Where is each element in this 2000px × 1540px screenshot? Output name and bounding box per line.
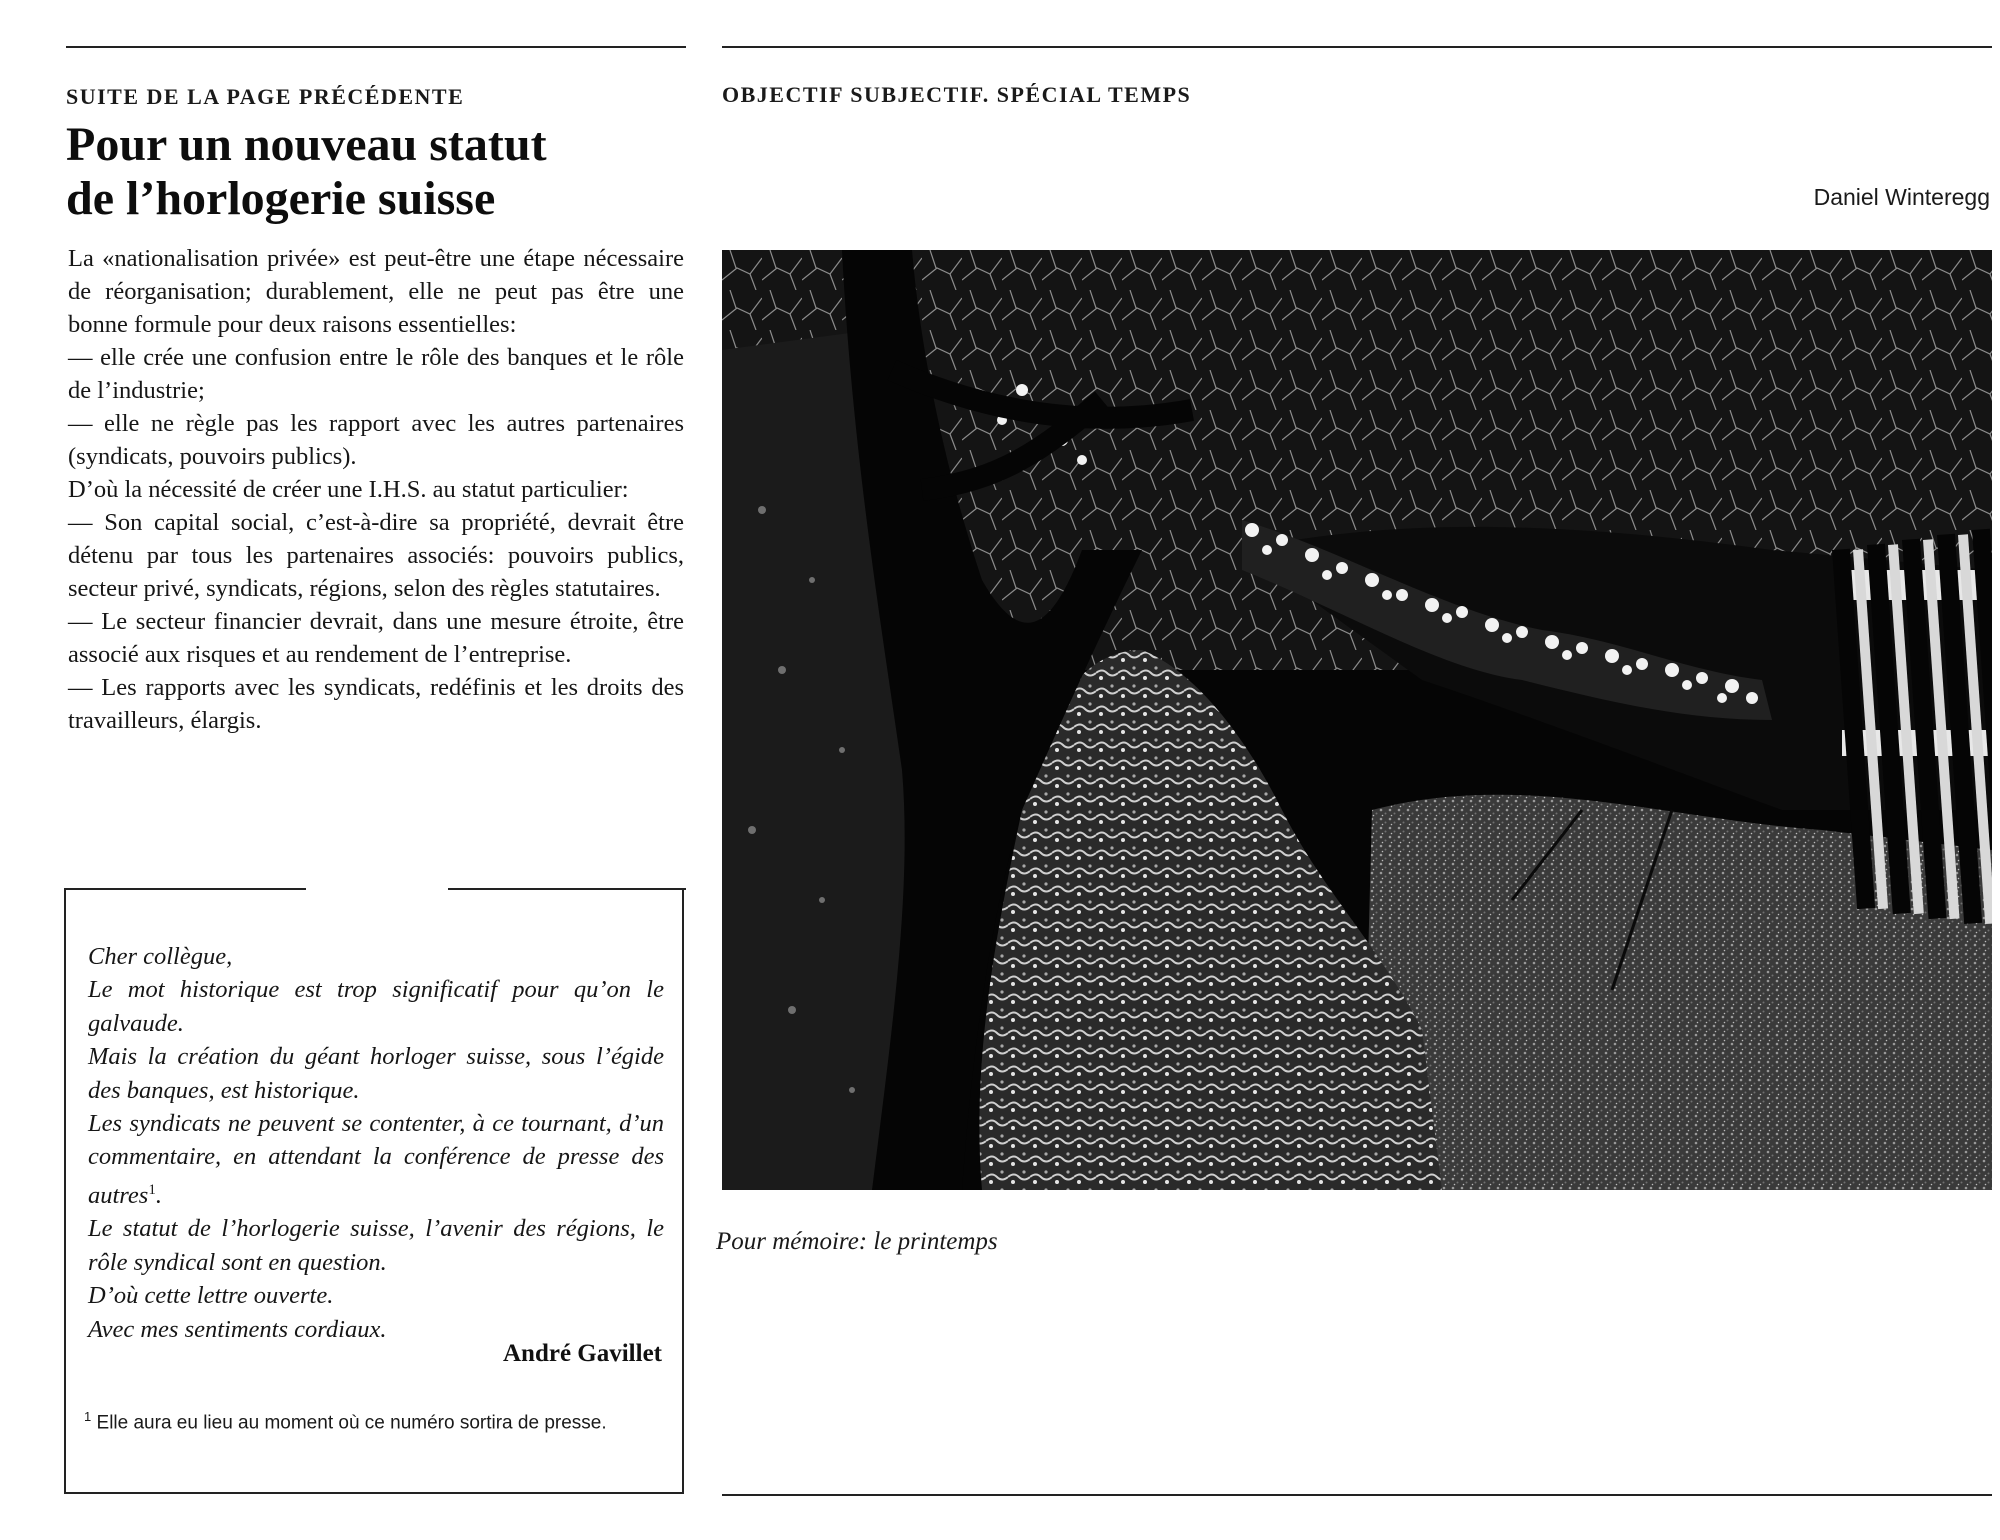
photo-caption: Pour mémoire: le printemps — [716, 1228, 998, 1255]
article-body — [68, 242, 684, 737]
photo-credit: Daniel Winteregg — [1813, 184, 1990, 210]
body-paragraph: — Les rapports avec les syndicats, redéfinis et les droits des travailleurs, élargis. — [68, 674, 684, 734]
letter-line: Cher collègue, — [88, 943, 233, 970]
body-paragraph: — elle ne règle pas les rapport avec les autres partenaires (syndicats, pouvoirs publics). — [68, 410, 684, 470]
body-paragraph: — elle crée une confusion entre le rôle des banques et le rôle de l’industrie; — [68, 344, 684, 404]
body-paragraph: — Le secteur financier devrait, dans une mesure étroite, être associé aux risques et au rendement de l’entreprise. — [68, 608, 684, 668]
letter-line: Avec mes sentiments cordiaux. — [88, 1315, 387, 1343]
article-title-line-1: Pour un nouveau statut — [66, 118, 547, 171]
article-title — [66, 118, 686, 226]
footnote-text: Elle aura eu lieu au moment où ce numéro sortira de presse. — [96, 1412, 607, 1434]
spring-garden-photo — [722, 250, 1992, 1190]
section-kicker-left: SUITE DE LA PAGE PRÉCÉDENTE — [66, 84, 465, 109]
letter-line: Le statut de l’horlogerie suisse, l’avenir des régions, le rôle syndical sont en question. — [88, 1215, 664, 1276]
letter-signature: André Gavillet — [502, 1340, 662, 1367]
body-paragraph: D’où la nécessité de créer une I.H.S. au statut particulier: — [68, 476, 629, 503]
section-kicker-right: OBJECTIF SUBJECTIF. SPÉCIAL TEMPS — [722, 82, 1192, 107]
letter-box-top-rule-right — [448, 888, 686, 890]
letter-line: Les syndicats ne peuvent se contenter, à ce tournant, d’un commentaire, en attendant la conférence de presse des autres$^1$. — [88, 1110, 664, 1209]
open-letter-text — [88, 940, 664, 1346]
letter-box-top-rule-left — [64, 888, 306, 890]
body-paragraph: — Son capital social, c’est-à-dire sa propriété, devrait être détenu par tous les partenaires associés: pouvoirs publics, secteur privé, syndicats, régions, selon des règles statutaires. — [68, 509, 684, 602]
bottom-rule-right — [722, 1494, 1992, 1496]
footnote — [84, 1404, 664, 1436]
article-title-line-2: de l’horlogerie suisse — [66, 172, 496, 225]
body-paragraph: La «nationalisation privée» est peut-être une étape nécessaire de réorganisation; durablement, elle ne peut pas être une bonne formule pour deux raisons essentielles: — [68, 245, 684, 338]
footnote-number: 1 — [84, 1409, 92, 1424]
footnote-marker: 1 — [148, 1181, 156, 1198]
top-rule-right — [722, 46, 1992, 48]
photo-drawing — [722, 250, 1992, 1190]
letter-line: Mais la création du géant horloger suisse, sous l’égide des banques, est historique. — [88, 1043, 664, 1104]
top-rule-left — [66, 46, 686, 48]
letter-line: Le mot historique est trop significatif pour qu’on le galvaude. — [88, 976, 664, 1037]
open-letter-box — [64, 888, 684, 1494]
letter-line: D’où cette lettre ouverte. — [88, 1282, 334, 1310]
letter-line-text: Les syndicats ne peuvent se contenter, à ce tournant, d’un commentaire, en attendant la conférence de presse des autres — [88, 1110, 664, 1209]
